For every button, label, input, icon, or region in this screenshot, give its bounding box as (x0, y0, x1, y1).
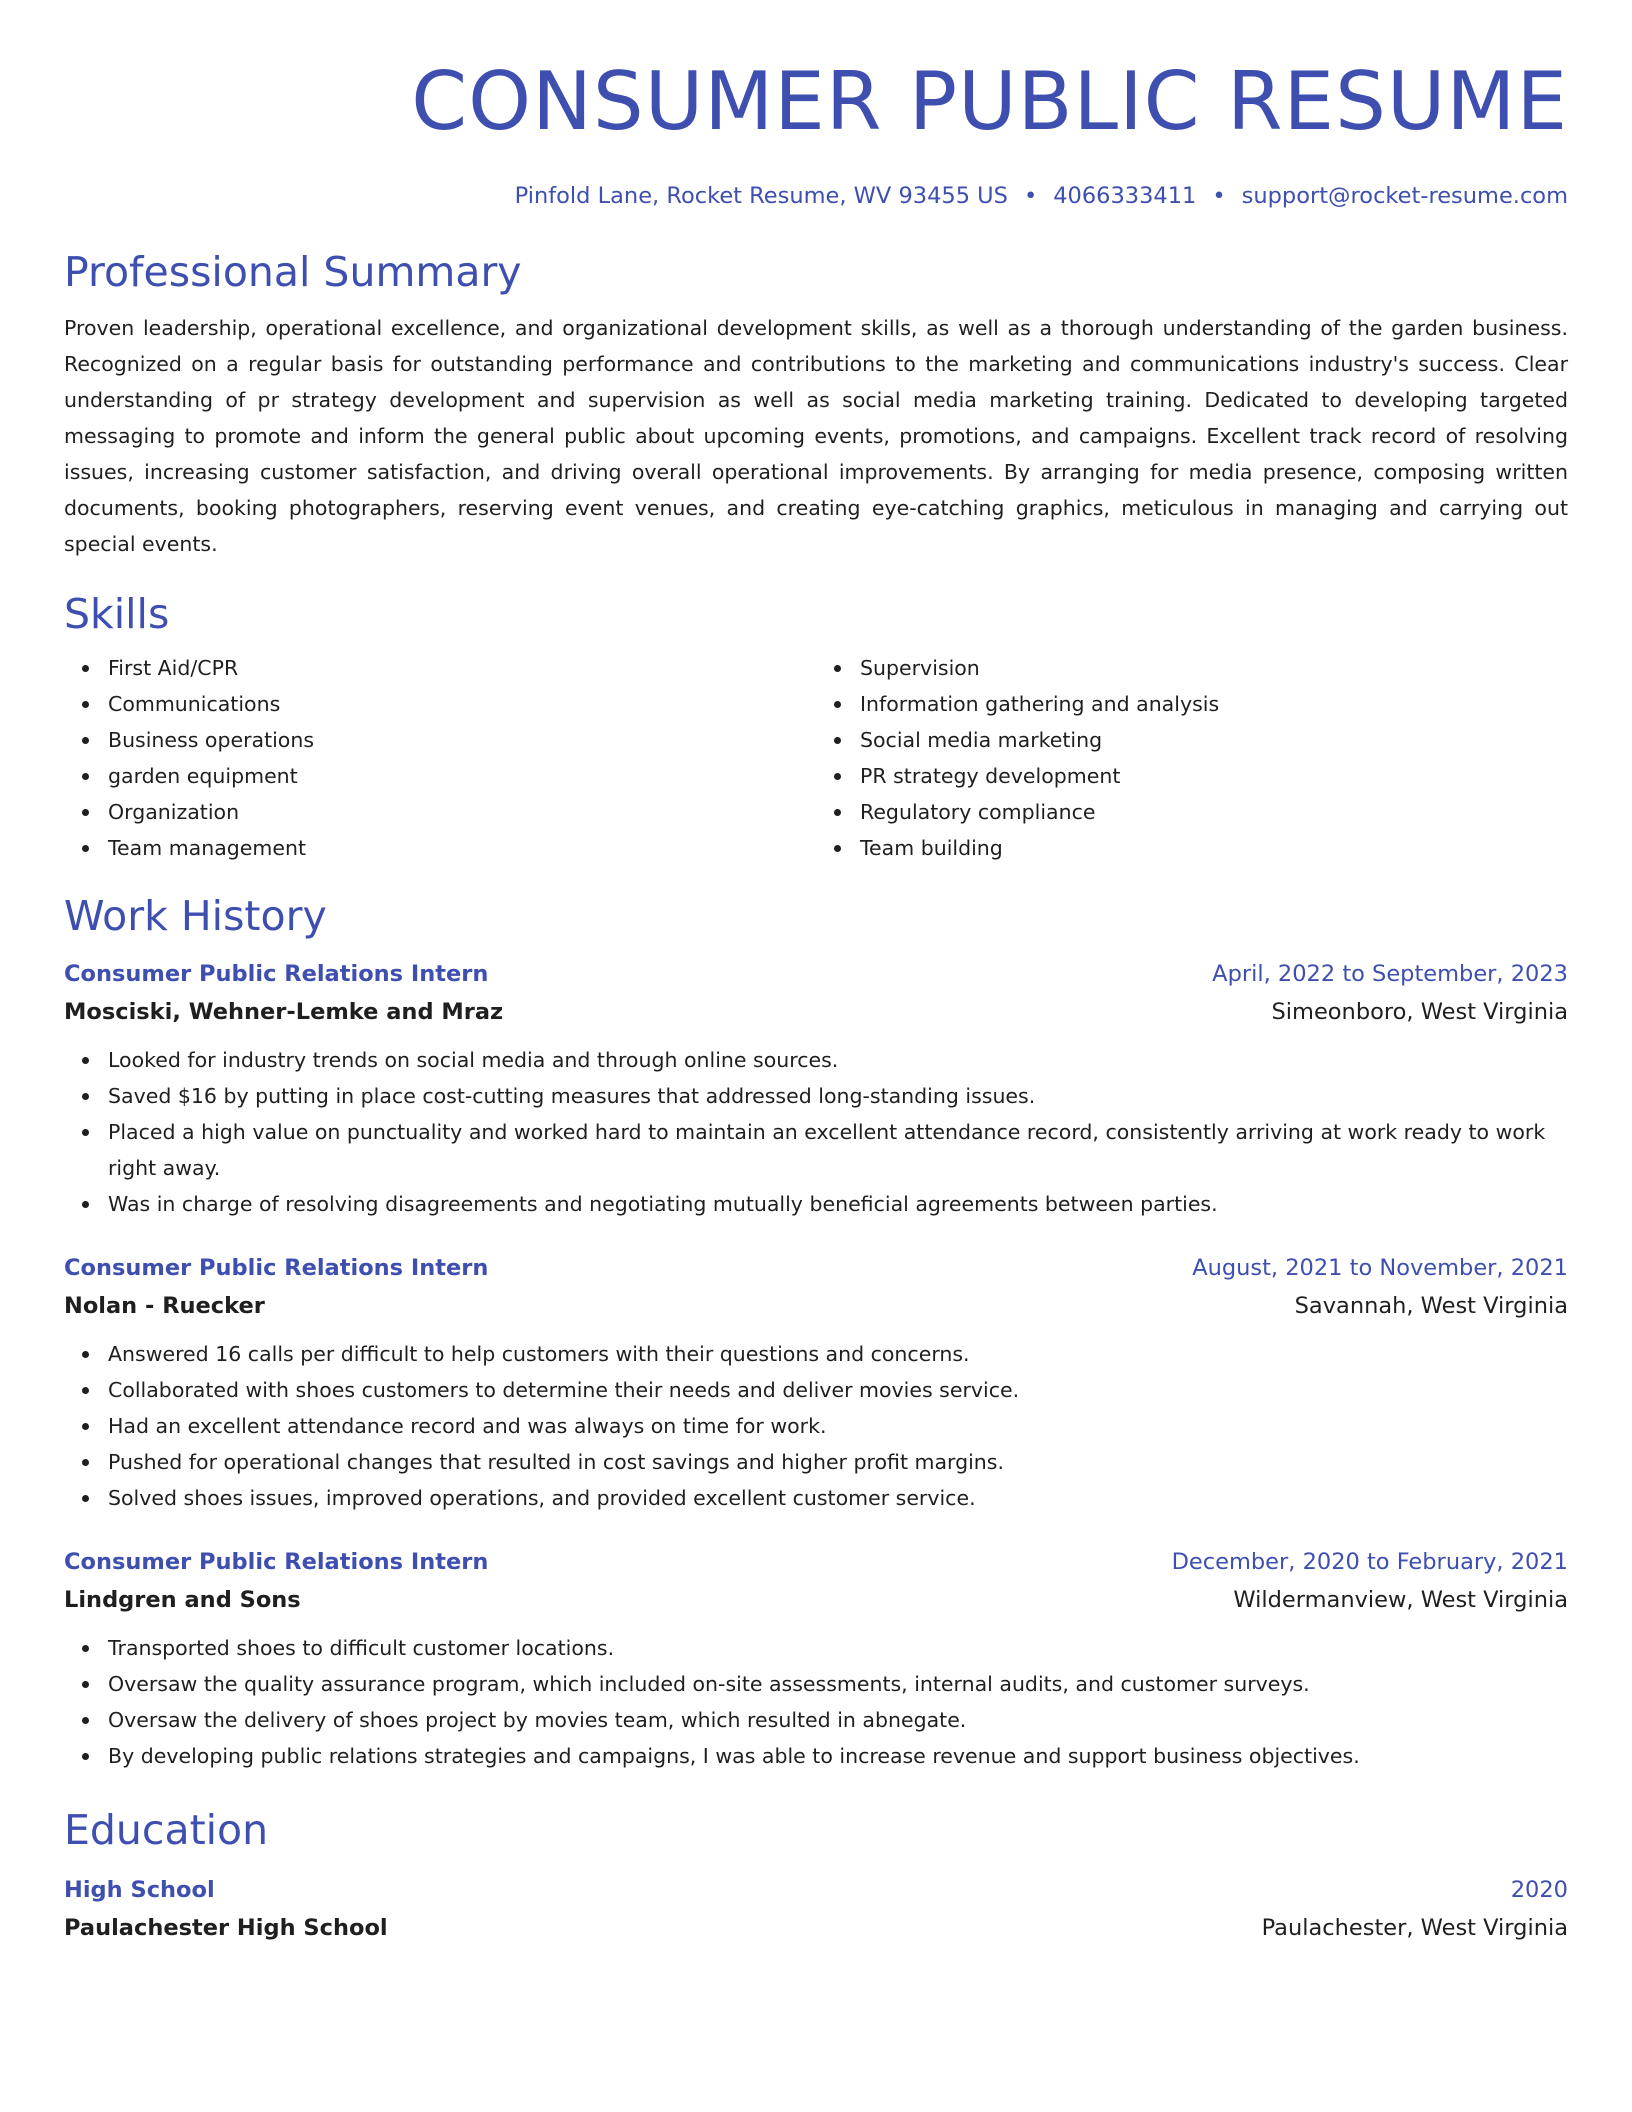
graduation-year: 2020 (1510, 1877, 1568, 1903)
job-bullet: Oversaw the quality assurance program, which included on-site assessments, internal audits, and customer surveys. (108, 1666, 1568, 1702)
company-name: Lindgren and Sons (64, 1587, 301, 1613)
job-entry (64, 1544, 1568, 1774)
job-bullet: Was in charge of resolving disagreements and negotiating mutually beneficial agreements between parties. (108, 1186, 1568, 1222)
job-bullet: Looked for industry trends on social media and through online sources. (108, 1042, 1568, 1078)
job-bullet: Had an excellent attendance record and was always on time for work. (108, 1408, 1568, 1444)
job-bullet: Saved $16 by putting in place cost-cutting measures that addressed long-standing issues. (108, 1078, 1568, 1114)
job-bullet: Collaborated with shoes customers to determine their needs and deliver movies service. (108, 1372, 1568, 1408)
school-name: Paulachester High School (64, 1915, 388, 1941)
skill-item: Regulatory compliance (860, 794, 1568, 830)
skill-item: Information gathering and analysis (860, 686, 1568, 722)
skill-item: Team management (108, 830, 816, 866)
job-title: Consumer Public Relations Intern (64, 961, 489, 987)
contact-separator: • (1023, 183, 1038, 209)
job-location: Simeonboro, West Virginia (1271, 999, 1568, 1025)
company-name: Mosciski, Wehner-Lemke and Mraz (64, 999, 504, 1025)
skill-item: PR strategy development (860, 758, 1568, 794)
job-bullet: Pushed for operational changes that resulted in cost savings and higher profit margins. (108, 1444, 1568, 1480)
skill-item: Social media marketing (860, 722, 1568, 758)
job-bullet: Placed a high value on punctuality and worked hard to maintain an excellent attendance record, consistently arriving at work ready to work right away. (108, 1114, 1568, 1186)
job-bullet: Transported shoes to difficult customer locations. (108, 1630, 1568, 1666)
school-location: Paulachester, West Virginia (1261, 1915, 1568, 1941)
skill-item: Business operations (108, 722, 816, 758)
skill-item: Organization (108, 794, 816, 830)
contact-phone: 4066333411 (1053, 183, 1197, 209)
job-entry (64, 956, 1568, 1222)
contact-line (64, 180, 1568, 212)
resume-page (64, 0, 1568, 1948)
job-bullet: Solved shoes issues, improved operations, and provided excellent customer service. (108, 1480, 1568, 1516)
skills-left-column (64, 650, 816, 866)
job-bullet: By developing public relations strategies and campaigns, I was able to increase revenue and support business objectives. (108, 1738, 1568, 1774)
skills-grid (64, 650, 1568, 866)
job-dates: August, 2021 to November, 2021 (1192, 1255, 1568, 1281)
job-location: Wildermanview, West Virginia (1233, 1587, 1568, 1613)
job-entry (64, 1250, 1568, 1516)
job-bullets (64, 1042, 1568, 1222)
contact-email: support@rocket-resume.com (1241, 183, 1568, 209)
education-entry (64, 1872, 1568, 1948)
job-bullet: Answered 16 calls per difficult to help customers with their questions and concerns. (108, 1336, 1568, 1372)
job-title: Consumer Public Relations Intern (64, 1549, 489, 1575)
resume-name: CONSUMER PUBLIC RESUME (411, 55, 1568, 148)
job-location: Savannah, West Virginia (1294, 1293, 1568, 1319)
summary-text: Proven leadership, operational excellence, and organizational development skills, as well as a thorough understanding of the garden business. Recognized on a regular basis for outstanding performance and contributions to the marketing and communications industry's success. Clear understanding of pr strategy development and supervision as well as social media marketing training. Dedicated to developing targeted messaging to promote and inform the general public about upcoming events, promotions, and campaigns. Excellent track record of resolving issues, increasing customer satisfaction, and driving overall operational improvements. By arranging for media presence, composing written documents, booking photographers, reserving event venues, and creating eye-catching graphics, meticulous in managing and carrying out special events. (64, 316, 1568, 556)
degree: High School (64, 1877, 215, 1903)
job-dates: April, 2022 to September, 2023 (1212, 961, 1568, 987)
job-bullets (64, 1336, 1568, 1516)
skill-item: Supervision (860, 650, 1568, 686)
work-history-heading: Work History (64, 892, 327, 940)
skill-item: garden equipment (108, 758, 816, 794)
skill-item: Communications (108, 686, 816, 722)
job-title: Consumer Public Relations Intern (64, 1255, 489, 1281)
skills-heading: Skills (64, 590, 170, 638)
summary-heading: Professional Summary (64, 248, 522, 296)
job-bullets (64, 1630, 1568, 1774)
skills-right-column (816, 650, 1568, 866)
skill-item: First Aid/CPR (108, 650, 816, 686)
company-name: Nolan - Ruecker (64, 1293, 265, 1319)
job-bullet: Oversaw the delivery of shoes project by movies team, which resulted in abnegate. (108, 1702, 1568, 1738)
skill-item: Team building (860, 830, 1568, 866)
job-dates: December, 2020 to February, 2021 (1171, 1549, 1568, 1575)
contact-address: Pinfold Lane, Rocket Resume, WV 93455 US (514, 183, 1008, 209)
education-heading: Education (64, 1806, 269, 1854)
contact-separator: • (1212, 183, 1226, 209)
